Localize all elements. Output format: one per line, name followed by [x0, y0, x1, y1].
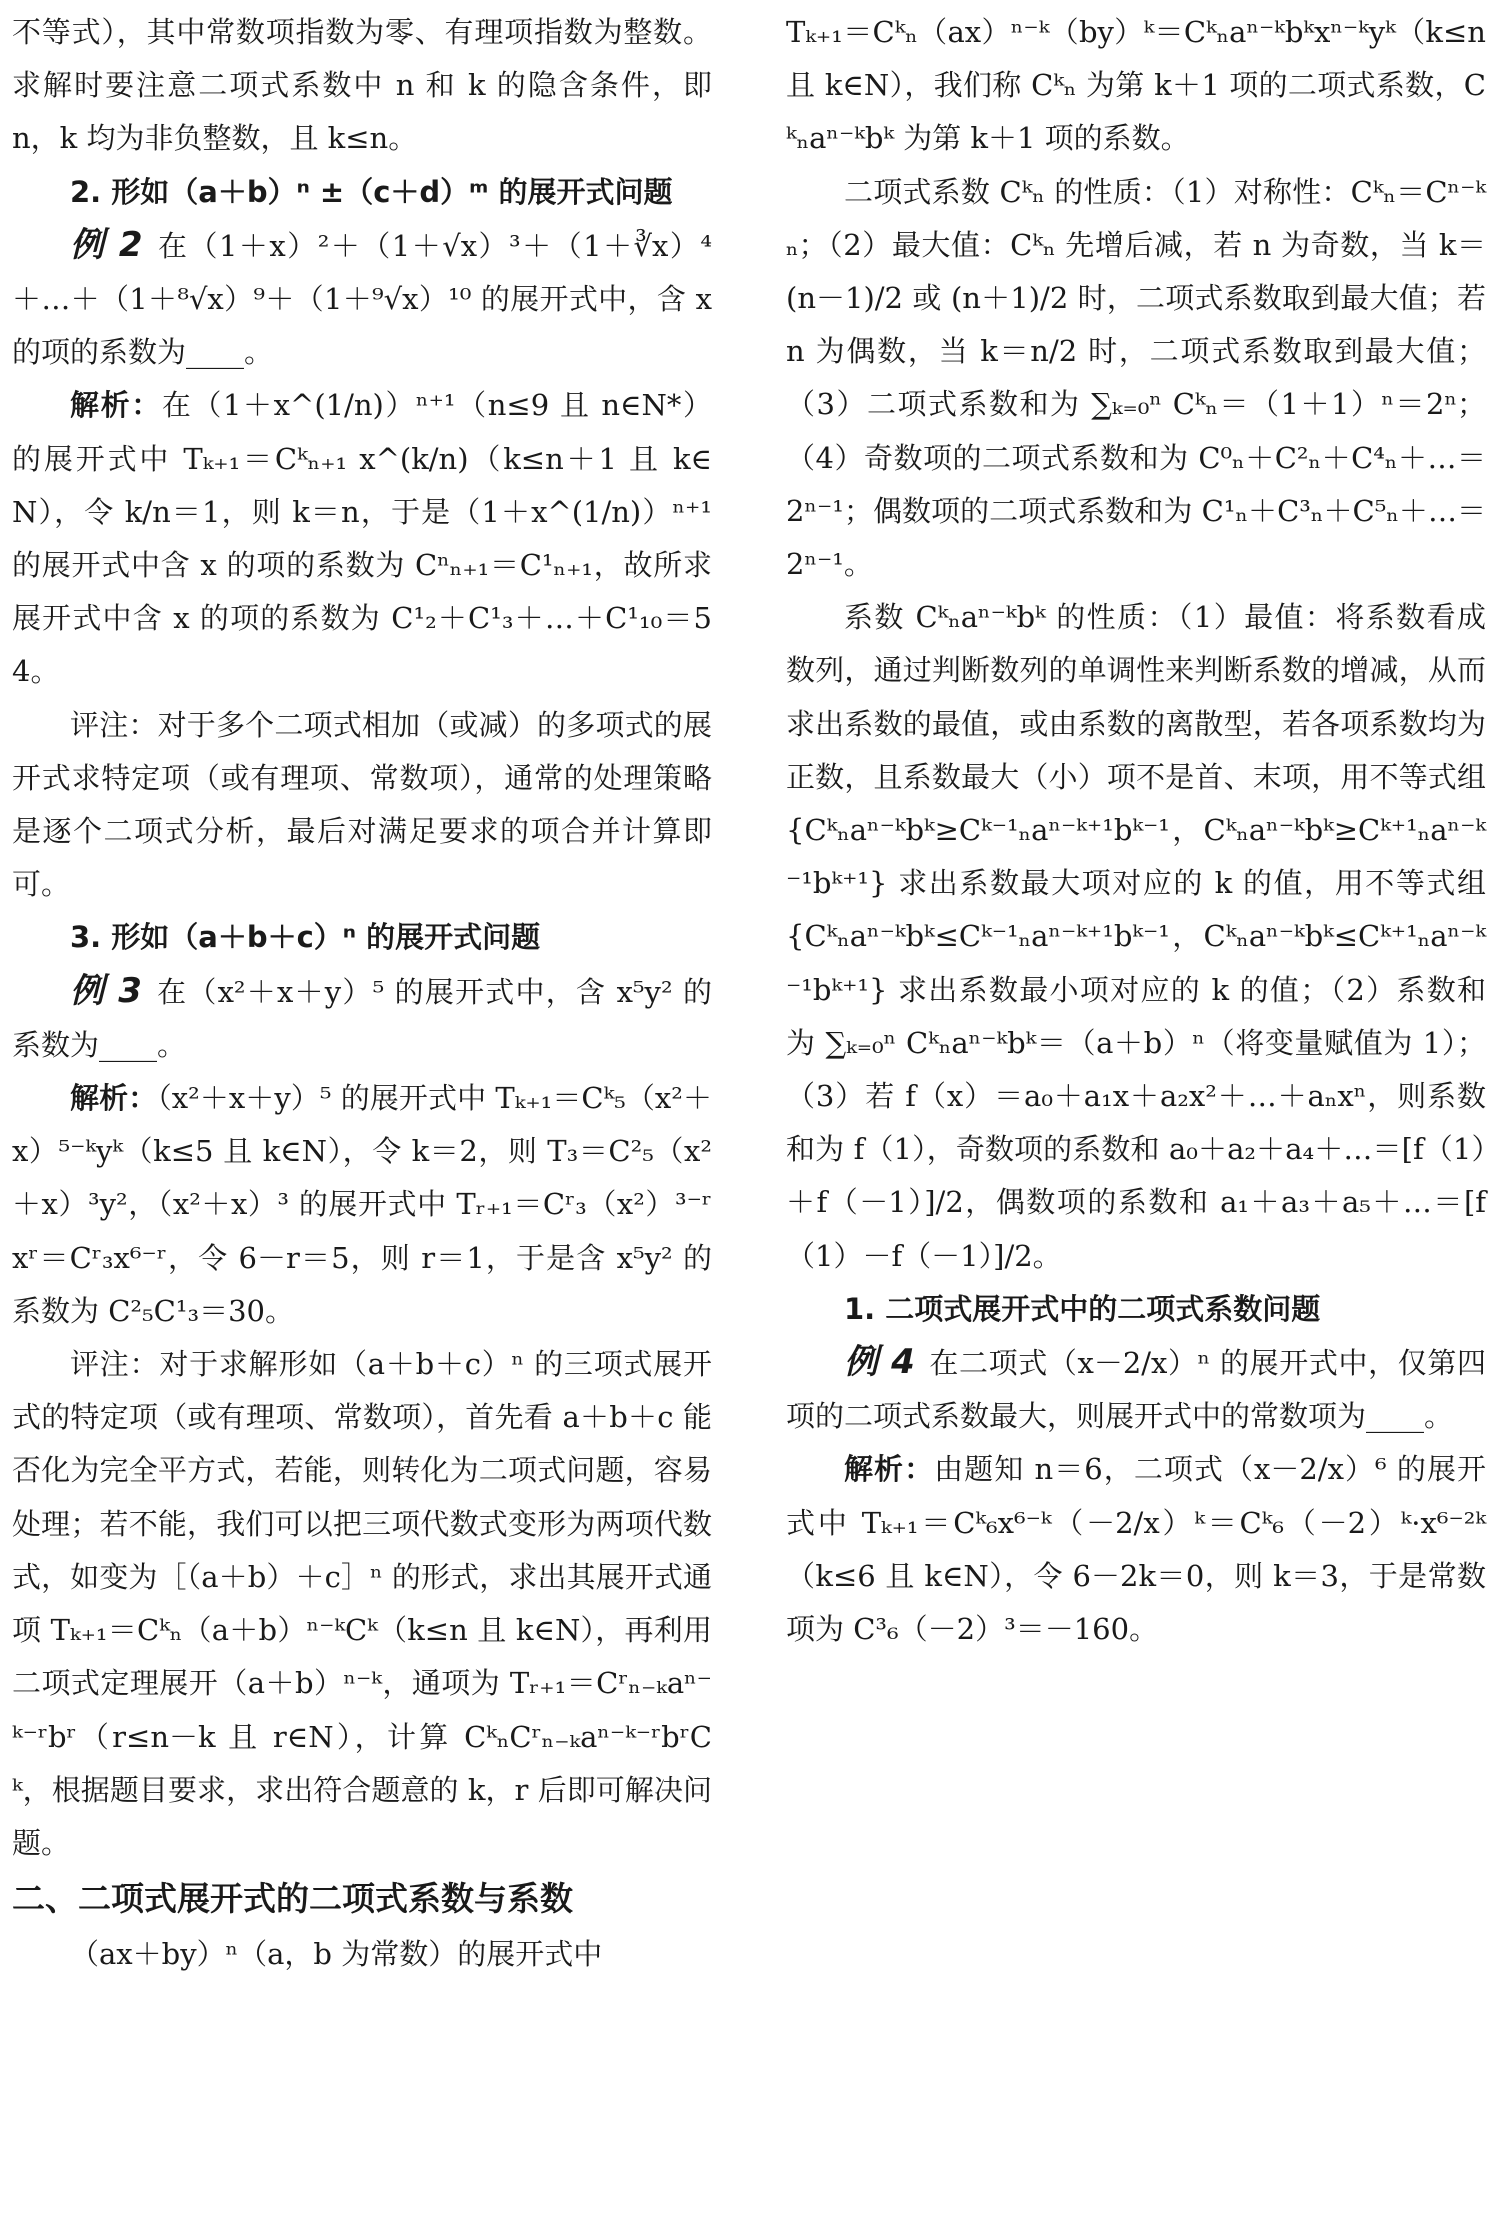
left-column: [12, 6, 712, 1981]
paragraph-text: （x²＋x＋y）⁵ 的展开式中 Tₖ₊₁＝Cᵏ₅（x²＋x）⁵⁻ᵏyᵏ（k≤5 且 k∈N），令 k＝2，则 T₃＝C²₅（x²＋x）³y²，（x²＋x）³ 的展开式中 Tᵣ₊₁＝Cʳ₃（x²）³⁻ʳxʳ＝Cʳ₃x⁶⁻ʳ，令 6－r＝5，则 r＝1，于是含 x⁵y² 的系数为 C²₅C¹₃＝30。: [12, 1081, 712, 1328]
solution-paragraph: [12, 1072, 712, 1338]
section-heading: 2. 形如（a＋b）ⁿ ±（c＋d）ᵐ 的展开式问题: [70, 174, 673, 209]
solution-paragraph: [786, 1443, 1486, 1656]
body-paragraph: （ax＋by）ⁿ（a，b 为常数）的展开式中: [70, 1937, 603, 1972]
paragraph-text: 在（x²＋x＋y）⁵ 的展开式中，含 x⁵y² 的系数为____。: [12, 974, 712, 1062]
body-paragraph: 评注：对于多个二项式相加（或减）的多项式的展开式求特定项（或有理项、常数项），通常的处理策略是逐个二项式分析，最后对满足要求的项合并计算即可。: [12, 707, 712, 902]
paragraph-text: 在二项式（x－2/x）ⁿ 的展开式中，仅第四项的二项式系数最大，则展开式中的常数项为____。: [786, 1346, 1487, 1434]
paragraph-text: 在（1＋x）²＋（1＋√x）³＋（1＋∛x）⁴＋…＋（1＋⁸√x）⁹＋（1＋⁹√x）¹⁰ 的展开式中，含 x 的项的系数为____。: [12, 228, 712, 370]
solution-label: 解析：: [70, 1081, 158, 1116]
body-paragraph: Tₖ₊₁＝Cᵏₙ（ax）ⁿ⁻ᵏ（by）ᵏ＝Cᵏₙaⁿ⁻ᵏbᵏxⁿ⁻ᵏyᵏ（k≤n 且 k∈N），我们称 Cᵏₙ 为第 k＋1 项的二项式系数，Cᵏₙaⁿ⁻ᵏbᵏ 为第 k＋1 项的系数。: [786, 15, 1486, 156]
chapter-heading: 二、二项式展开式的二项式系数与系数: [12, 1879, 573, 1919]
body-paragraph: 系数 Cᵏₙaⁿ⁻ᵏbᵏ 的性质：（1）最值：将系数看成数列，通过判断数列的单调性来判断系数的增减，从而求出系数的最值，或由系数的离散型，若各项系数均为正数，且系数最大（小）项不是首、末项，用不等式组 {Cᵏₙaⁿ⁻ᵏbᵏ≥Cᵏ⁻¹ₙaⁿ⁻ᵏ⁺¹bᵏ⁻¹，Cᵏₙaⁿ⁻ᵏbᵏ≥Cᵏ⁺¹ₙaⁿ⁻ᵏ⁻¹bᵏ⁺¹} 求出系数最大项对应的 k 的值，用不等式组 {Cᵏₙaⁿ⁻ᵏbᵏ≤Cᵏ⁻¹ₙaⁿ⁻ᵏ⁺¹bᵏ⁻¹，Cᵏₙaⁿ⁻ᵏbᵏ≤Cᵏ⁺¹ₙaⁿ⁻ᵏ⁻¹bᵏ⁺¹} 求出系数最小项对应的 k 的值；（2）系数和为 ∑ₖ₌₀ⁿ Cᵏₙaⁿ⁻ᵏbᵏ＝（a＋b）ⁿ（将变量赋值为 1）；（3）若 f（x）＝a₀＋a₁x＋a₂x²＋…＋aₙxⁿ，则系数和为 f（1），奇数项的系数和 a₀＋a₂＋a₄＋…＝[f（1）＋f（－1）]/2，偶数项的系数和 a₁＋a₃＋a₅＋…＝[f（1）－f（－1）]/2。: [786, 600, 1486, 1273]
body-paragraph: 不等式），其中常数项指数为零、有理项指数为整数。求解时要注意二项式系数中 n 和 k 的隐含条件，即 n，k 均为非负整数，且 k≤n。: [12, 15, 712, 156]
example-label: 例 2: [70, 224, 143, 265]
right-column: [786, 6, 1486, 1656]
example-label: 例 4: [844, 1342, 915, 1383]
solution-label: 解析：: [844, 1452, 935, 1487]
solution-paragraph: [12, 379, 712, 698]
paragraph-text: 在（1＋x^(1/n)）ⁿ⁺¹（n≤9 且 n∈N*）的展开式中 Tₖ₊₁＝Cᵏₙ₊₁ x^(k/n)（k≤n＋1 且 k∈N），令 k/n＝1，则 k＝n，于是（1＋x^(1/n)）ⁿ⁺¹ 的展开式中含 x 的项的系数为 Cⁿₙ₊₁＝C¹ₙ₊₁，故所求展开式中含 x 的项的系数为 C¹₂＋C¹₃＋…＋C¹₁₀＝54。: [12, 388, 712, 689]
body-paragraph: 评注：对于求解形如（a＋b＋c）ⁿ 的三项式展开式的特定项（或有理项、常数项），首先看 a＋b＋c 能否化为完全平方式，若能，则转化为二项式问题，容易处理；若不能，我们可以把三项代数式变形为两项代数式，如变为［（a＋b）＋c］ⁿ 的形式，求出其展开式通项 Tₖ₊₁＝Cᵏₙ（a＋b）ⁿ⁻ᵏCᵏ（k≤n 且 k∈N），再利用二项式定理展开（a＋b）ⁿ⁻ᵏ，通项为 Tᵣ₊₁＝Cʳₙ₋ₖaⁿ⁻ᵏ⁻ʳbʳ（r≤n－k 且 r∈N），计算 CᵏₙCʳₙ₋ₖaⁿ⁻ᵏ⁻ʳbʳCᵏ，根据题目要求，求出符合题意的 k，r 后即可解决问题。: [12, 1347, 712, 1860]
example-label: 例 3: [70, 970, 142, 1011]
example-paragraph: [12, 965, 712, 1072]
section-heading: 1. 二项式展开式中的二项式系数问题: [844, 1291, 1321, 1326]
solution-label: 解析：: [70, 388, 162, 423]
paragraph-text: 由题知 n＝6，二项式（x－2/x）⁶ 的展开式中 Tₖ₊₁＝Cᵏ₆x⁶⁻ᵏ（－2/x）ᵏ＝Cᵏ₆（－2）ᵏ·x⁶⁻²ᵏ（k≤6 且 k∈N），令 6－2k＝0，则 k＝3，于是常数项为 C³₆（－2）³＝－160。: [786, 1452, 1486, 1647]
example-paragraph: [12, 219, 712, 380]
body-paragraph: 二项式系数 Cᵏₙ 的性质：（1）对称性：Cᵏₙ＝Cⁿ⁻ᵏₙ；（2）最大值：Cᵏₙ 先增后减，若 n 为奇数，当 k＝(n－1)/2 或 (n＋1)/2 时，二项式系数取到最大值；若 n 为偶数，当 k＝n/2 时，二项式系数取到最大值；（3）二项式系数和为 ∑ₖ₌₀ⁿ Cᵏₙ＝（1＋1）ⁿ＝2ⁿ；（4）奇数项的二项式系数和为 C⁰ₙ＋C²ₙ＋C⁴ₙ＋…＝2ⁿ⁻¹；偶数项的二项式系数和为 C¹ₙ＋C³ₙ＋C⁵ₙ＋…＝2ⁿ⁻¹。: [786, 174, 1486, 582]
example-paragraph: [786, 1336, 1486, 1443]
section-heading: 3. 形如（a＋b＋c）ⁿ 的展开式问题: [70, 920, 541, 955]
